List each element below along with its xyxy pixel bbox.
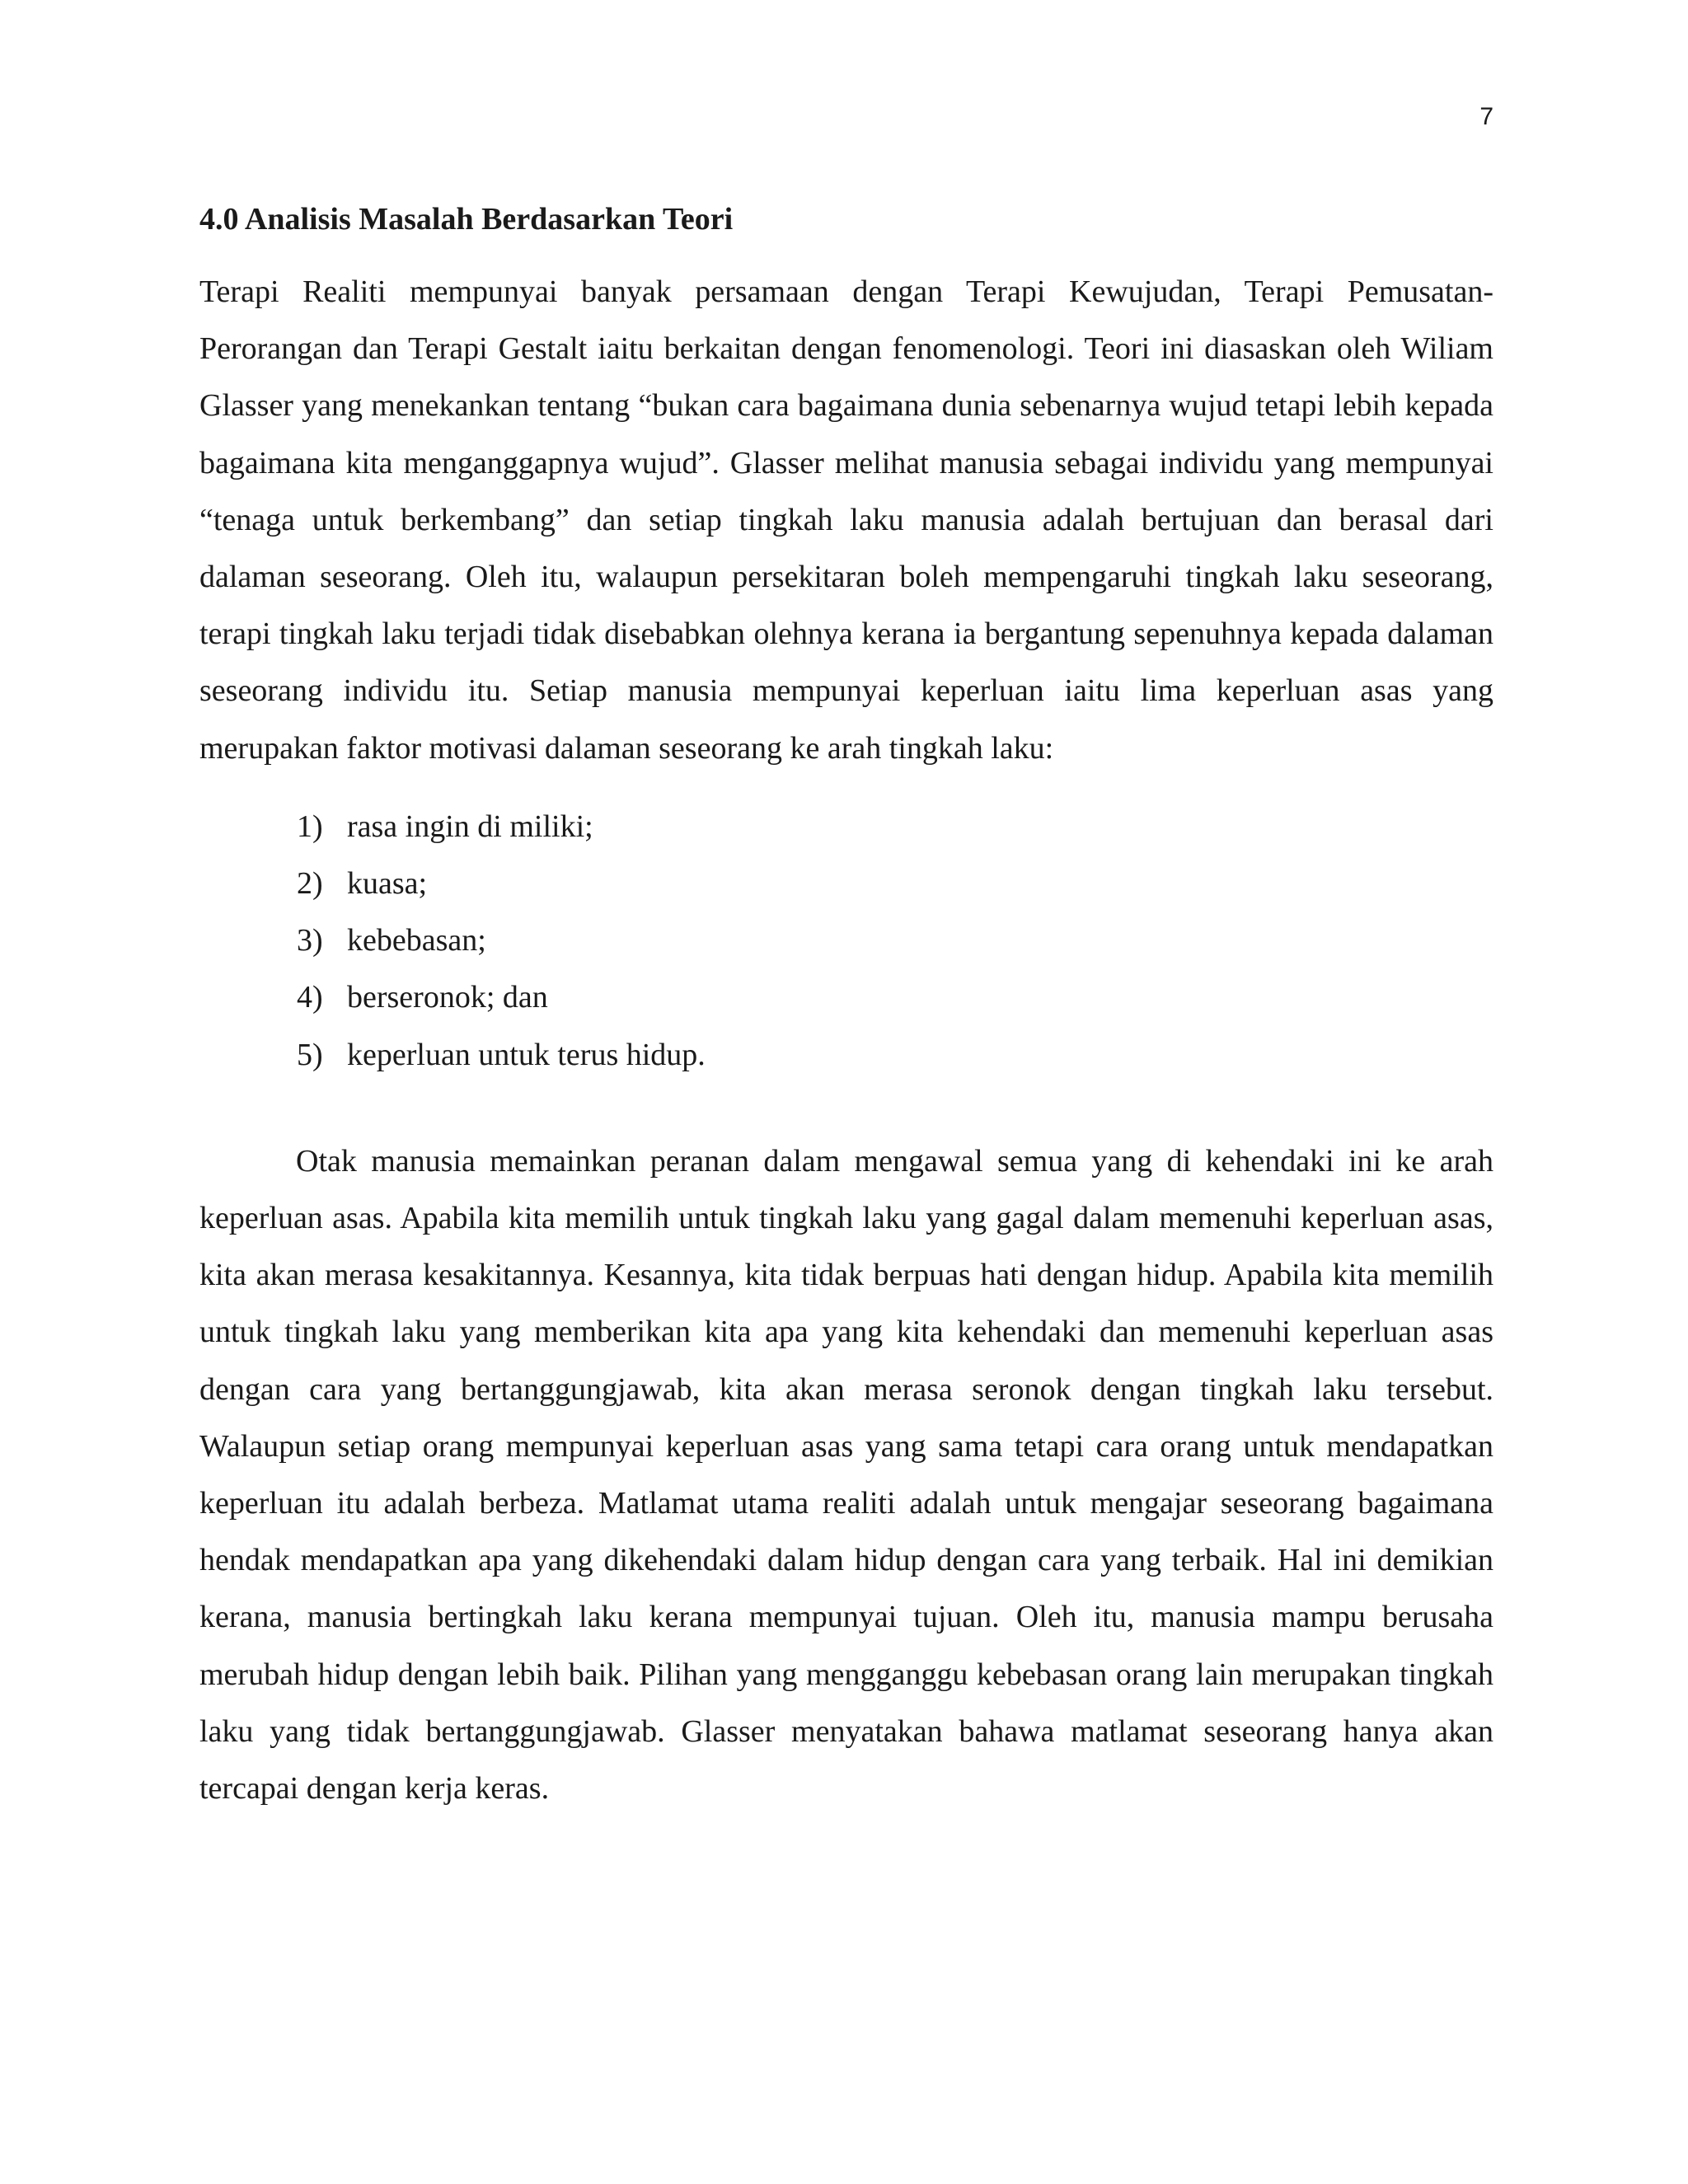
list-item-number: 5) [297,1037,323,1072]
list-item-number: 4) [297,980,323,1015]
list-item-text: keperluan untuk terus hidup. [347,1037,706,1072]
list-item-text: kuasa; [347,866,428,902]
list-item-number: 3) [297,923,323,958]
list-item [297,969,1493,1026]
list-item [297,1027,1493,1084]
list-item [297,912,1493,969]
page-number: 7 [1479,103,1493,130]
list-item-number: 2) [297,866,323,902]
list-item [297,799,1493,855]
section-heading: 4.0 Analisis Masalah Berdasarkan Teori [199,202,734,237]
list-item-text: kebebasan; [347,923,486,958]
list-item-text: berseronok; dan [347,980,548,1015]
list-item [297,855,1493,912]
paragraph-intro: Terapi Realiti mempunyai banyak persamaan dengan Terapi Kewujudan, Terapi Pemusatan-Perorangan dan Terapi Gestalt iaitu berkaitan dengan fenomenologi. Teori ini diasaskan oleh Wiliam Glasser yang menekankan tentang “bukan cara bagaimana dunia sebenarnya wujud tetapi lebih kepada bagaimana kita menganggapnya wujud”. Glasser melihat manusia sebagai individu yang mempunyai “tenaga untuk berkembang” dan setiap tingkah laku manusia adalah bertujuan dan berasal dari dalaman seseorang. Oleh itu, walaupun persekitaran boleh mempengaruhi tingkah laku seseorang, terapi tingkah laku terjadi tidak disebabkan olehnya kerana ia bergantung sepenuhnya kepada dalaman seseorang individu itu. Setiap manusia mempunyai keperluan iaitu lima keperluan asas yang merupakan faktor motivasi dalaman seseorang ke arah tingkah laku: [199,274,1493,766]
paragraph-brain-needs: Otak manusia memainkan peranan dalam mengawal semua yang di kehendaki ini ke arah keperluan asas. Apabila kita memilih untuk tingkah laku yang gagal dalam memenuhi keperluan asas, kita akan merasa kesakitannya. Kesannya, kita tidak berpuas hati dengan hidup. Apabila kita memilih untuk tingkah laku yang memberikan kita apa yang kita kehendaki dan memenuhi keperluan asas dengan cara yang bertanggungjawab, kita akan merasa seronok dengan tingkah laku tersebut. Walaupun setiap orang mempunyai keperluan asas yang sama tetapi cara orang untuk mendapatkan keperluan itu adalah berbeza. Matlamat utama realiti adalah untuk mengajar seseorang bagaimana hendak mendapatkan apa yang dikehendaki dalam hidup dengan cara yang terbaik. Hal ini demikian kerana, manusia bertingkah laku kerana mempunyai tujuan. Oleh itu, manusia mampu berusaha merubah hidup dengan lebih baik. Pilihan yang mengganggu kebebasan orang lain merupakan tingkah laku yang tidak bertanggungjawab. Glasser menyatakan bahawa matlamat seseorang hanya akan tercapai dengan kerja keras. [199,1143,1493,1807]
list-item-number: 1) [297,808,323,844]
list-item-text: rasa ingin di miliki; [347,808,593,844]
document-body [199,194,1493,1817]
basic-needs-list [199,799,1493,1084]
